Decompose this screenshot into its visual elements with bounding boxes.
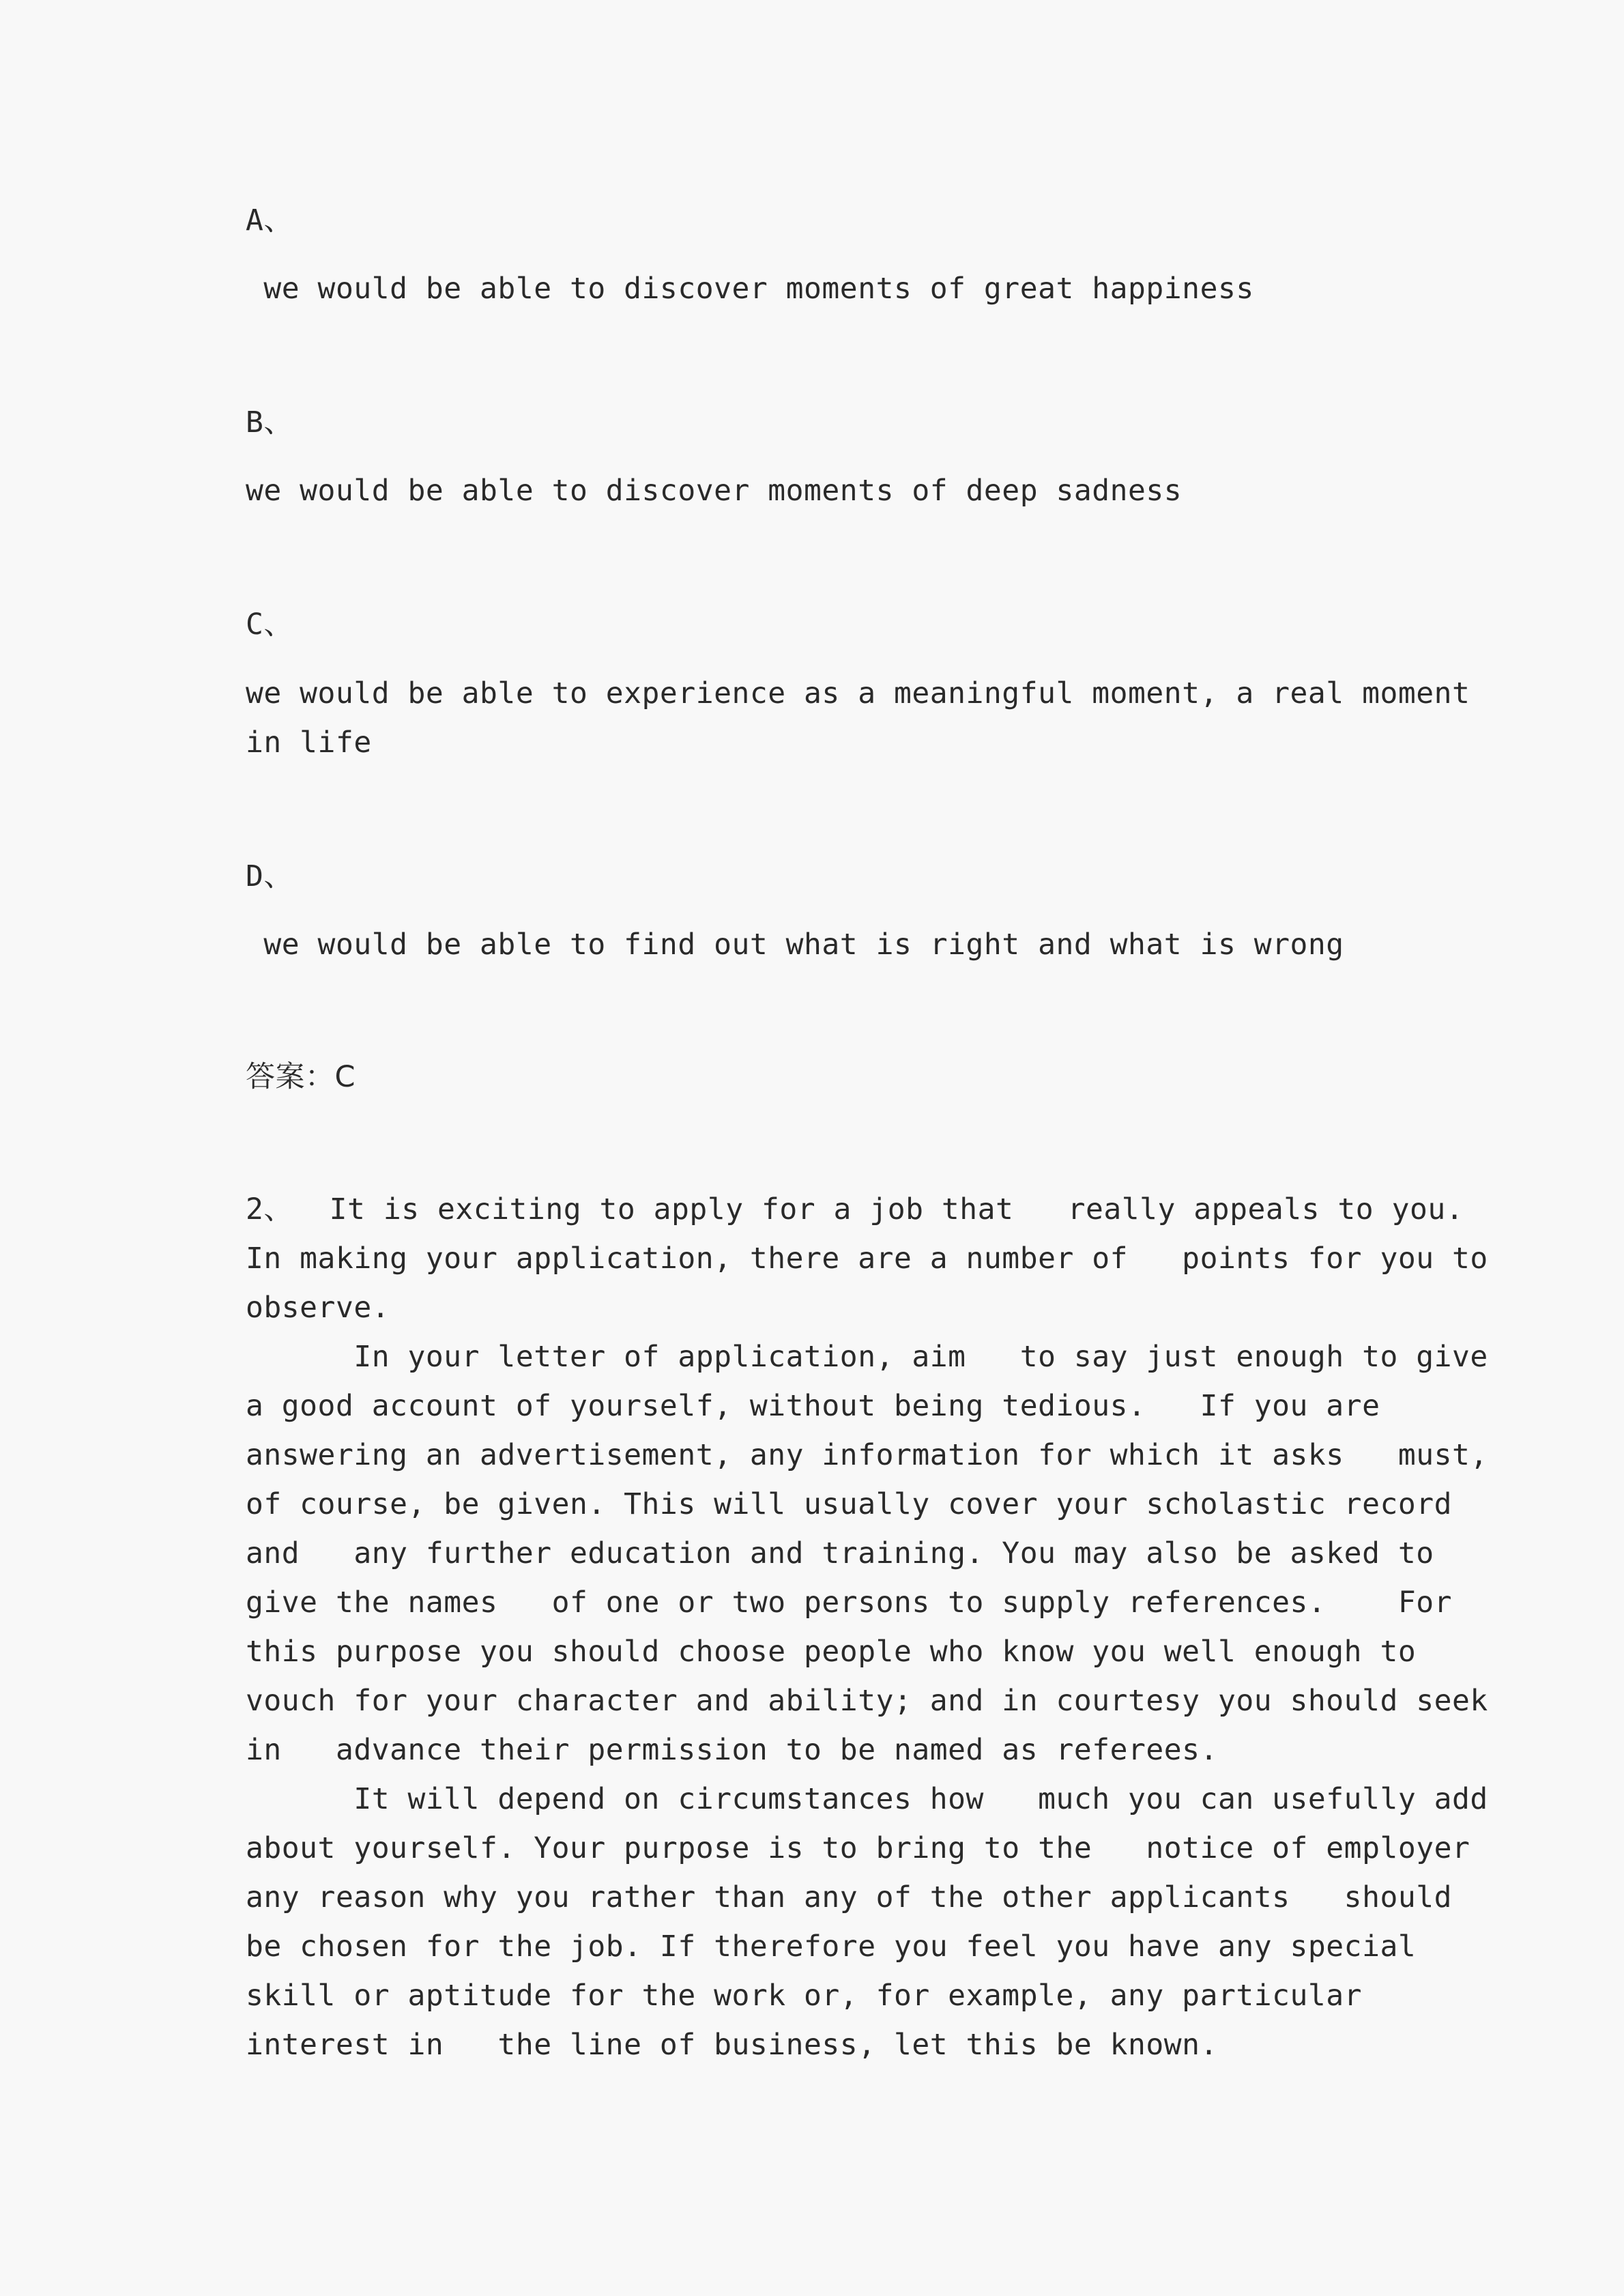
passage-line: be chosen for the job. If therefore you feel you have any special: [246, 1929, 1417, 1964]
passage-line: interest in the line of business, let this be known.: [246, 2028, 1218, 2062]
passage-line: answering an advertisement, any information for which it asks must,: [246, 1438, 1488, 1472]
passage-line: and any further education and training. You may also be asked to: [246, 1536, 1434, 1570]
passage-line: any reason why you rather than any of the other applicants should: [246, 1880, 1453, 1914]
option-c-text-line-1: we would be able to experience as a meaningful moment, a real moment: [246, 676, 1470, 711]
option-a-text: we would be able to discover moments of great happiness: [246, 272, 1254, 306]
passage-line: this purpose you should choose people who know you well enough to: [246, 1635, 1417, 1669]
option-a-label: A、: [246, 203, 293, 238]
passage-line: In making your application, there are a number of points for you to: [246, 1242, 1488, 1276]
option-b-label: B、: [246, 405, 293, 440]
passage-line: of course, be given. This will usually cover your scholastic record: [246, 1487, 1453, 1521]
passage-line: In your letter of application, aim to say just enough to give: [246, 1340, 1488, 1374]
passage-line: It will depend on circumstances how much you can usefully add: [246, 1782, 1488, 1816]
option-d-label: D、: [246, 859, 293, 893]
option-b-text: we would be able to discover moments of deep sadness: [246, 474, 1183, 508]
passage-line: a good account of yourself, without being tedious. If you are: [246, 1389, 1380, 1423]
option-c-label: C、: [246, 607, 293, 642]
option-c-text-line-2: in life: [246, 726, 372, 760]
passage-line: about yourself. Your purpose is to bring to the notice of employer: [246, 1831, 1470, 1865]
passage-line: 2、 It is exciting to apply for a job that really appeals to you.: [246, 1192, 1464, 1226]
passage-line: skill or aptitude for the work or, for example, any particular: [246, 1979, 1363, 2013]
passage-line: give the names of one or two persons to supply references. For: [246, 1585, 1453, 1620]
answer-line: 答案：C: [246, 1060, 356, 1094]
passage-line: in advance their permission to be named as referees.: [246, 1733, 1218, 1767]
option-d-text: we would be able to find out what is right and what is wrong: [246, 928, 1344, 962]
passage-line: vouch for your character and ability; and in courtesy you should seek: [246, 1684, 1488, 1718]
passage-line: observe.: [246, 1291, 390, 1325]
